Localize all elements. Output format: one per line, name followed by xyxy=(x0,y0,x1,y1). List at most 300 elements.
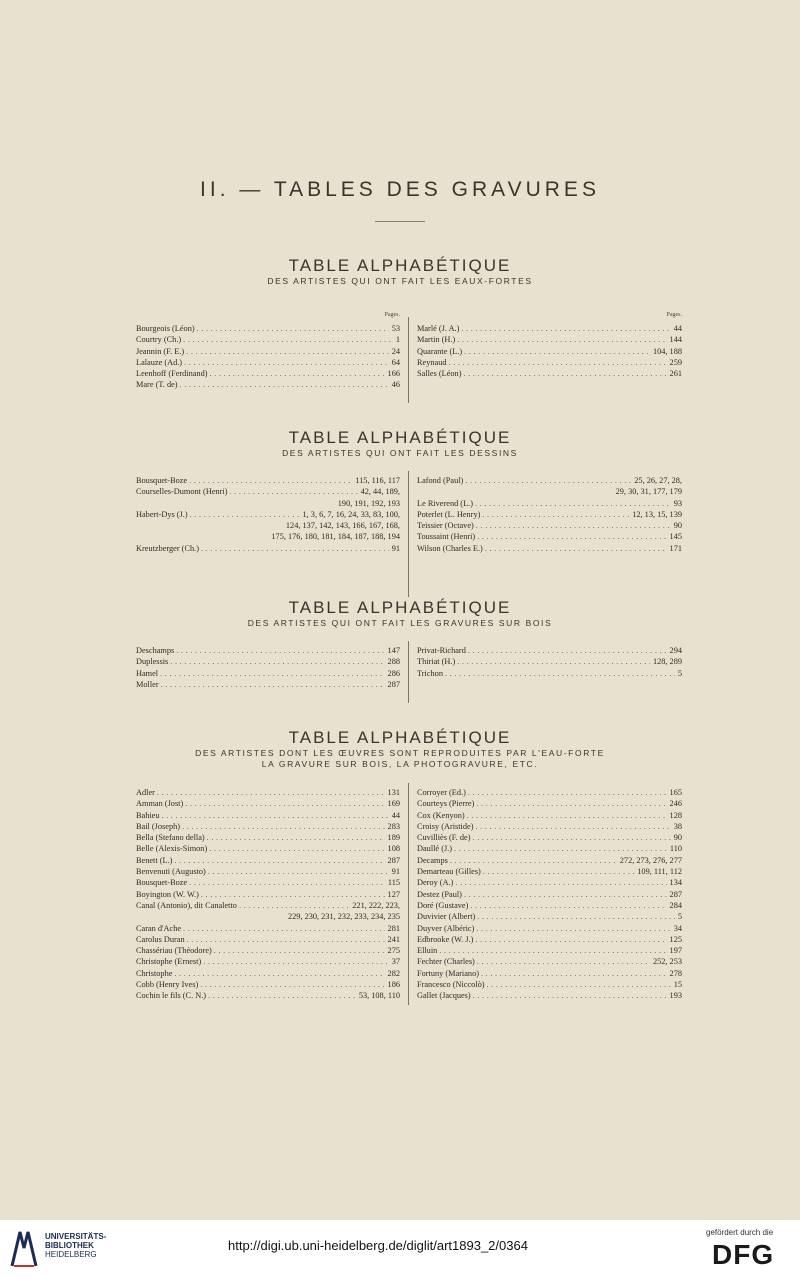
library-line-2: BIBLIOTHEK xyxy=(45,1241,94,1250)
section-subtitle: DES ARTISTES QUI ONT FAIT LES EAUX-FORTES xyxy=(267,276,533,286)
artist-name: Le Riverend (L.) xyxy=(417,498,473,508)
page-numbers: 147 xyxy=(387,646,400,655)
leader-dots xyxy=(453,877,666,888)
index-entry xyxy=(136,679,400,690)
artist-name: Marlé (J. A.) xyxy=(417,324,460,333)
page-numbers: 288 xyxy=(387,657,400,667)
page-numbers: 189 xyxy=(387,833,400,843)
artist-name: Lafond (Paul) xyxy=(417,476,464,485)
page-numbers: 287 xyxy=(669,889,682,899)
page-numbers: 53, 108, 110 xyxy=(358,991,400,1001)
leader-dots xyxy=(198,979,384,990)
index-entry xyxy=(417,509,682,520)
page-numbers: 91 xyxy=(391,867,400,877)
leader-dots xyxy=(447,357,667,368)
index-entry xyxy=(136,866,400,877)
university-library-logo-icon xyxy=(8,1226,40,1275)
leader-dots xyxy=(184,346,389,357)
index-entry xyxy=(136,990,400,1001)
leader-dots xyxy=(471,832,671,843)
artist-name: Daullé (J.) xyxy=(417,844,453,854)
index-entry xyxy=(136,668,400,679)
artist-name: Poterlet (L. Henry) xyxy=(417,509,481,519)
artist-name: Bousquet-Boze xyxy=(136,878,188,888)
index-entry xyxy=(136,787,400,798)
leader-dots xyxy=(168,656,384,667)
section-title: TABLE ALPHABÉTIQUE xyxy=(288,728,512,747)
index-entry xyxy=(417,821,682,832)
artist-name: Cochin le fils (C. N.) xyxy=(136,991,207,1001)
index-entry xyxy=(417,990,682,1001)
artist-name: Leenhoff (Ferdinand) xyxy=(136,369,208,379)
index-entry xyxy=(417,866,682,877)
title-divider xyxy=(375,221,425,222)
artist-name: Benvenuti (Augusto) xyxy=(136,867,206,877)
leader-dots xyxy=(473,934,666,945)
leader-dots xyxy=(479,968,667,979)
section-subtitle-line-2: LA GRAVURE SUR BOIS, LA PHOTOGRAVURE, ETC. xyxy=(261,759,539,769)
artist-name: Courtry (Ch.) xyxy=(136,335,182,345)
page-numbers: 90 xyxy=(673,521,682,531)
index-entry xyxy=(417,810,682,821)
page-numbers: 145 xyxy=(669,532,682,542)
page-numbers: 221, 222, 223, xyxy=(352,900,400,910)
artist-name: Adler xyxy=(136,788,155,797)
index-entry xyxy=(417,889,682,900)
page-numbers: 38 xyxy=(673,821,682,831)
leader-dots xyxy=(473,821,670,832)
index-entry xyxy=(136,968,400,979)
artist-name: Caran d'Ache xyxy=(136,923,182,933)
artist-name: Demarteau (Gilles) xyxy=(417,867,481,877)
leader-dots xyxy=(188,509,300,520)
leader-dots xyxy=(459,323,670,334)
artist-name: Bail (Joseph) xyxy=(136,821,181,831)
section-title: TABLE ALPHABÉTIQUE xyxy=(288,428,512,447)
artist-name: Croisy (Aristide) xyxy=(417,821,474,831)
artist-name: Christophe xyxy=(136,968,173,978)
index-entry xyxy=(136,810,400,821)
index-entry xyxy=(417,923,682,934)
funding-note: gefördert durch die xyxy=(706,1228,774,1237)
artist-name: Benett (L.) xyxy=(136,855,173,865)
index-left-column xyxy=(136,787,400,1002)
artist-name: Mare (T. de) xyxy=(136,380,178,390)
artist-name: Fechter (Charles) xyxy=(417,957,475,967)
leader-dots xyxy=(455,656,650,667)
artist-name: Reynaud xyxy=(417,357,447,367)
index-entry xyxy=(136,821,400,832)
page-numbers: 5 xyxy=(677,912,682,922)
index-entry xyxy=(417,357,682,368)
section-subtitle: DES ARTISTES QUI ONT FAIT LES DESSINS xyxy=(282,448,518,458)
page-numbers: 108 xyxy=(387,844,400,854)
leader-dots xyxy=(205,832,385,843)
index-entry xyxy=(136,520,400,531)
index-right-column xyxy=(417,475,682,554)
index-entry xyxy=(417,498,682,509)
index-entry xyxy=(417,979,682,990)
leader-dots xyxy=(471,990,667,1001)
index-right-column xyxy=(417,312,682,379)
library-line-1: UNIVERSITÄTS- xyxy=(45,1232,107,1241)
index-left-column xyxy=(136,475,400,554)
artist-name: Martin (H.) xyxy=(417,335,456,345)
page-numbers: 241 xyxy=(387,934,400,944)
column-divider xyxy=(408,471,409,597)
page-numbers: 44 xyxy=(673,324,682,333)
page-numbers: 90 xyxy=(673,833,682,843)
leader-dots xyxy=(448,855,617,866)
section-gravures-sur-bois xyxy=(0,598,800,629)
artist-name: Quarante (L.) xyxy=(417,346,463,356)
leader-dots xyxy=(199,543,389,554)
artist-name: Jeannin (F. E.) xyxy=(136,346,185,356)
leader-dots xyxy=(465,810,667,821)
page-numbers: 42, 44, 189, xyxy=(360,487,400,497)
leader-dots xyxy=(206,866,389,877)
artist-name: Gallet (Jacques) xyxy=(417,991,471,1001)
leader-dots xyxy=(195,323,389,334)
pages-header: Pages. xyxy=(384,312,400,318)
section-dessins xyxy=(0,428,800,459)
index-right-column xyxy=(417,645,682,679)
pages-header: Pages. xyxy=(666,312,682,318)
index-right-column xyxy=(417,787,682,1002)
artist-name: Cuvilliès (F. de) xyxy=(417,833,471,843)
artist-name: Destez (Paul) xyxy=(417,889,462,899)
leader-dots xyxy=(475,911,675,922)
page-numbers: 193 xyxy=(669,991,682,1001)
leader-dots xyxy=(468,900,666,911)
page-numbers: 166 xyxy=(387,369,400,379)
index-entry xyxy=(136,934,400,945)
leader-dots xyxy=(181,334,393,345)
page-numbers: 125 xyxy=(669,934,682,944)
index-entry xyxy=(136,656,400,667)
index-entry xyxy=(417,934,682,945)
leader-dots xyxy=(212,945,385,956)
artist-name: Kreutzberger (Ch.) xyxy=(136,543,199,553)
leader-dots xyxy=(178,379,389,390)
page-numbers: 287 xyxy=(387,679,400,689)
artist-name: Corroyer (Ed.) xyxy=(417,788,466,797)
index-entry xyxy=(417,900,682,911)
leader-dots xyxy=(474,923,670,934)
page-numbers: 272, 273, 276, 277 xyxy=(619,855,682,865)
page-numbers: 124, 137, 142, 143, 166, 167, 168, xyxy=(285,521,400,531)
artist-name: Carolus Duran xyxy=(136,934,185,944)
index-entry xyxy=(136,475,400,486)
page-numbers: 284 xyxy=(669,900,682,910)
leader-dots xyxy=(208,368,385,379)
page-numbers: 186 xyxy=(387,980,400,990)
artist-name: Decamps xyxy=(417,855,448,865)
leader-dots xyxy=(466,645,667,656)
index-entry xyxy=(417,486,682,497)
page-numbers: 134 xyxy=(669,878,682,888)
artist-name: Privat-Richard xyxy=(417,646,466,655)
index-entry xyxy=(417,877,682,888)
leader-dots xyxy=(172,855,384,866)
index-entry xyxy=(136,843,400,854)
index-entry xyxy=(136,911,400,922)
page-numbers: 287 xyxy=(387,855,400,865)
page-numbers: 261 xyxy=(669,369,682,379)
page-numbers: 93 xyxy=(673,498,682,508)
page-numbers: 175, 176, 180, 181, 184, 187, 188, 194 xyxy=(271,532,400,542)
index-entry xyxy=(136,979,400,990)
artist-name: Canal (Antonio), dit Canaletto xyxy=(136,900,237,910)
artist-name: Hamel xyxy=(136,668,159,678)
leader-dots xyxy=(180,821,385,832)
artist-name: Amman (Jost) xyxy=(136,799,184,809)
page-numbers: 171 xyxy=(669,543,682,553)
index-entry xyxy=(417,668,682,679)
leader-dots xyxy=(455,334,666,345)
index-entry xyxy=(136,357,400,368)
index-entry xyxy=(136,945,400,956)
artist-name: Edbrooke (W. J.) xyxy=(417,934,474,944)
index-entry xyxy=(417,645,682,656)
page-numbers: 281 xyxy=(387,923,400,933)
library-line-3: HEIDELBERG xyxy=(45,1250,97,1259)
index-entry xyxy=(136,334,400,345)
index-entry xyxy=(136,498,400,509)
page-numbers: 15 xyxy=(673,980,682,990)
page-numbers: 169 xyxy=(387,799,400,809)
index-entry xyxy=(136,509,400,520)
index-entry xyxy=(417,911,682,922)
index-entry xyxy=(417,543,682,554)
leader-dots xyxy=(461,368,666,379)
page-numbers: 29, 30, 31, 177, 179 xyxy=(615,487,682,497)
index-entry xyxy=(136,855,400,866)
leader-dots xyxy=(181,923,385,934)
index-entry xyxy=(136,368,400,379)
leader-dots xyxy=(474,520,671,531)
artist-name: Courselles-Dumont (Henri) xyxy=(136,487,228,497)
index-entry xyxy=(417,956,682,967)
page-title: II. — TABLES DES GRAVURES xyxy=(200,178,600,201)
artist-name: Trichon xyxy=(417,668,443,678)
page-numbers: 64 xyxy=(391,357,400,367)
index-entry xyxy=(136,956,400,967)
artist-name: Bousquet-Boze xyxy=(136,476,188,485)
page-numbers: 12, 13, 15, 139 xyxy=(632,509,682,519)
leader-dots xyxy=(174,645,384,656)
leader-dots xyxy=(473,498,671,509)
section-subtitle: DES ARTISTES DONT LES ŒUVRES SONT REPRODUITES PAR L'EAU-FORTE xyxy=(195,748,605,758)
page-numbers: 294 xyxy=(669,646,682,655)
permalink-url[interactable]: http://digi.ub.uni-heidelberg.de/diglit/art1893_2/0364 xyxy=(228,1238,528,1253)
artist-name: Fortuny (Mariano) xyxy=(417,968,479,978)
leader-dots xyxy=(474,798,666,809)
artist-name: Christophe (Ernest) xyxy=(136,957,202,967)
column-divider xyxy=(408,783,409,1005)
page-numbers: 1, 3, 6, 7, 16, 24, 33, 83, 100, xyxy=(302,509,400,519)
index-entry xyxy=(417,968,682,979)
leader-dots xyxy=(227,486,357,497)
artist-name: Moller xyxy=(136,679,159,689)
page-numbers: 286 xyxy=(387,668,400,678)
artist-name: Elluin xyxy=(417,946,438,956)
index-entry xyxy=(136,323,400,334)
artist-name: Deschamps xyxy=(136,646,175,655)
index-entry xyxy=(417,832,682,843)
leader-dots xyxy=(480,509,629,520)
leader-dots xyxy=(201,956,388,967)
artist-name: Cobb (Henry Ives) xyxy=(136,980,199,990)
artist-name: Wilson (Charles E.) xyxy=(417,543,483,553)
library-name xyxy=(45,1232,106,1259)
leader-dots xyxy=(475,956,650,967)
leader-dots xyxy=(462,346,650,357)
page-numbers: 46 xyxy=(391,380,400,390)
page-numbers: 229, 230, 231, 232, 233, 234, 235 xyxy=(287,912,400,922)
page-numbers: 34 xyxy=(673,923,682,933)
page-numbers: 128, 289 xyxy=(652,657,682,667)
artist-name: Duplessis xyxy=(136,657,169,667)
page-numbers: 91 xyxy=(391,543,400,553)
leader-dots xyxy=(483,543,667,554)
page-numbers: 283 xyxy=(387,821,400,831)
page-numbers: 128 xyxy=(669,810,682,820)
section-eaux-fortes xyxy=(0,256,800,287)
artist-name: Thiriat (H.) xyxy=(417,657,456,667)
index-entry xyxy=(136,486,400,497)
index-left-column xyxy=(136,645,400,690)
leader-dots xyxy=(160,810,389,821)
page-numbers: 259 xyxy=(669,357,682,367)
page-numbers: 110 xyxy=(669,844,682,854)
page-numbers: 109, 111, 112 xyxy=(637,867,682,877)
index-entry xyxy=(136,531,400,542)
index-entry xyxy=(136,900,400,911)
index-entry xyxy=(417,531,682,542)
index-entry xyxy=(417,945,682,956)
index-entry xyxy=(417,656,682,667)
leader-dots xyxy=(466,787,667,798)
index-entry xyxy=(417,334,682,345)
page-numbers: 282 xyxy=(387,968,400,978)
leader-dots xyxy=(187,475,352,486)
artist-name: Belle (Alexis-Simon) xyxy=(136,844,208,854)
page-numbers: 165 xyxy=(669,788,682,797)
page-numbers: 144 xyxy=(669,335,682,345)
page-numbers: 37 xyxy=(391,957,400,967)
index-entry xyxy=(417,855,682,866)
leader-dots xyxy=(187,877,385,888)
leader-dots xyxy=(206,990,356,1001)
page-numbers: 127 xyxy=(387,889,400,899)
leader-dots xyxy=(159,679,385,690)
page-numbers: 5 xyxy=(677,668,682,678)
section-subtitle: DES ARTISTES QUI ONT FAIT LES GRAVURES SUR BOIS xyxy=(247,618,553,628)
index-entry xyxy=(417,475,682,486)
artist-name: Salles (Léon) xyxy=(417,369,462,379)
leader-dots xyxy=(437,945,666,956)
leader-dots xyxy=(185,934,385,945)
index-entry xyxy=(136,923,400,934)
artist-name: Teissier (Octave) xyxy=(417,521,474,531)
index-entry xyxy=(136,832,400,843)
page-numbers: 44 xyxy=(391,810,400,820)
index-entry xyxy=(417,843,682,854)
artist-name: Francesco (Niccolò) xyxy=(417,980,485,990)
index-entry xyxy=(136,798,400,809)
leader-dots xyxy=(481,866,634,877)
page-numbers: 252, 253 xyxy=(652,957,682,967)
index-entry xyxy=(417,520,682,531)
page-numbers: 104, 188 xyxy=(652,346,682,356)
artist-name: Lalauze (Ad.) xyxy=(136,357,183,367)
page-numbers: 25, 26, 27, 28, xyxy=(634,476,682,485)
artist-name: Cox (Kenyon) xyxy=(417,810,465,820)
page-numbers: 190, 191, 192, 193 xyxy=(337,498,400,508)
leader-dots xyxy=(182,357,389,368)
artist-name: Bourgeois (Léon) xyxy=(136,324,195,333)
leader-dots xyxy=(207,843,384,854)
artist-name: Duvivier (Albert) xyxy=(417,912,476,922)
index-entry xyxy=(136,379,400,390)
section-reproductions xyxy=(0,728,800,770)
artist-name: Toussaint (Henri) xyxy=(417,532,476,542)
leader-dots xyxy=(462,889,667,900)
index-entry xyxy=(136,645,400,656)
artist-name: Chassériau (Théodore) xyxy=(136,946,212,956)
index-entry xyxy=(136,877,400,888)
index-entry xyxy=(136,346,400,357)
index-entry xyxy=(417,787,682,798)
index-entry xyxy=(417,323,682,334)
leader-dots xyxy=(475,531,666,542)
index-entry xyxy=(136,889,400,900)
leader-dots xyxy=(199,889,385,900)
page-numbers: 1 xyxy=(395,335,400,345)
page-numbers: 197 xyxy=(669,946,682,956)
page-numbers: 246 xyxy=(669,799,682,809)
page-numbers: 53 xyxy=(391,324,400,333)
leader-dots xyxy=(237,900,349,911)
index-entry xyxy=(417,346,682,357)
page-numbers: 115 xyxy=(387,878,400,888)
index-left-column xyxy=(136,312,400,391)
leader-dots xyxy=(485,979,671,990)
section-title: TABLE ALPHABÉTIQUE xyxy=(288,256,512,275)
artist-name: Courteys (Pierre) xyxy=(417,799,475,809)
leader-dots xyxy=(155,787,385,798)
dfg-logo: DFG xyxy=(712,1239,775,1270)
artist-name: Habert-Dys (J.) xyxy=(136,509,188,519)
leader-dots xyxy=(452,843,667,854)
leader-dots xyxy=(158,668,384,679)
index-entry xyxy=(417,368,682,379)
column-divider xyxy=(408,641,409,703)
column-divider xyxy=(408,317,409,403)
page-numbers: 275 xyxy=(387,946,400,956)
artist-name: Duyver (Albéric) xyxy=(417,923,475,933)
section-title: TABLE ALPHABÉTIQUE xyxy=(288,598,512,617)
page-numbers: 131 xyxy=(387,788,400,797)
artist-name: Bahieu xyxy=(136,810,160,820)
artist-name: Boyington (W. W.) xyxy=(136,889,199,899)
leader-dots xyxy=(172,968,384,979)
artist-name: Deroy (A.) xyxy=(417,878,454,888)
page-numbers: 278 xyxy=(669,968,682,978)
artist-name: Doré (Gustave) xyxy=(417,900,469,910)
page-numbers: 24 xyxy=(391,346,400,356)
